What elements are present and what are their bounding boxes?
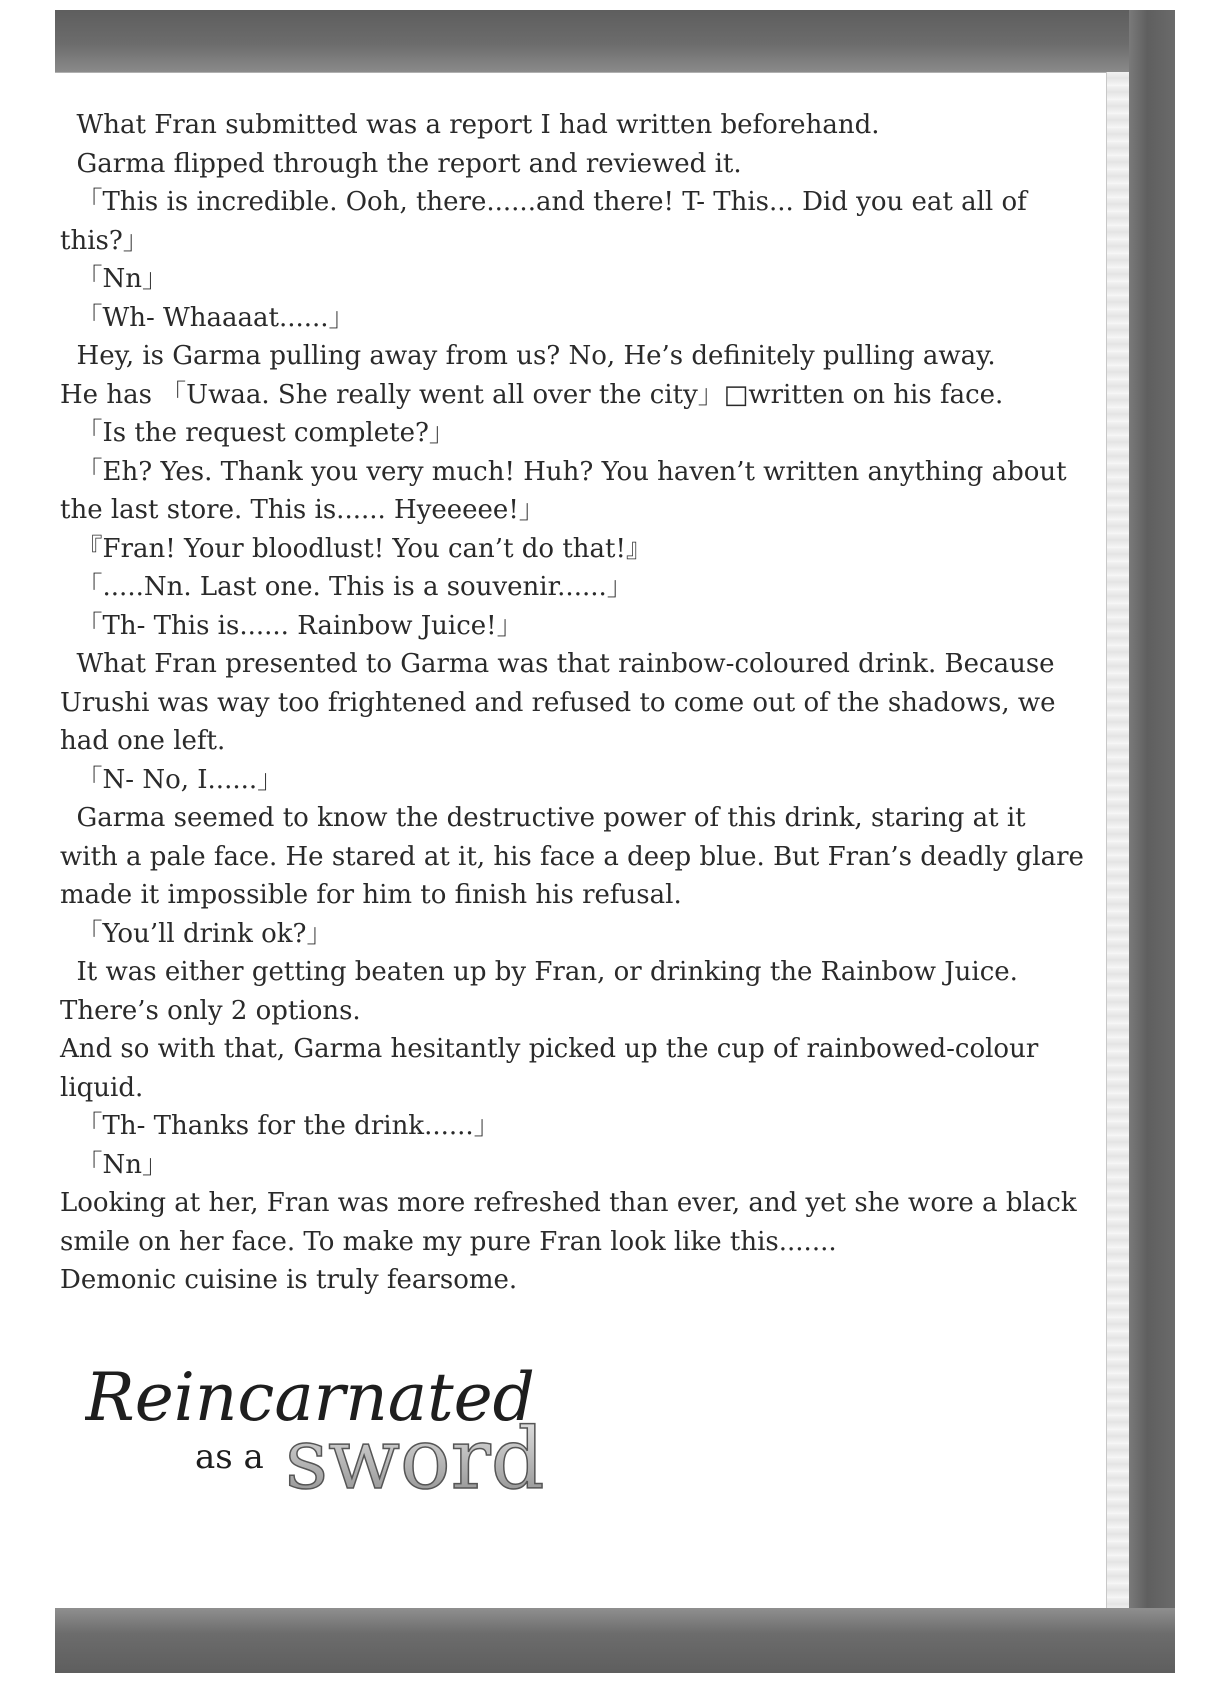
paragraph: 「Eh? Yes. Thank you very much! Huh? You haven’t written anything about the last store. This is...... Hyeeeee!」: [60, 456, 1075, 525]
bottom-border-band: [55, 1608, 1175, 1673]
top-border-band: [55, 10, 1175, 72]
story-text: [60, 106, 1093, 1300]
paragraph: He has 「Uwaa. She really went all over the city」□written on his face.: [60, 379, 1004, 410]
logo-title-line1: Reincarnated: [85, 1359, 535, 1436]
paragraph: And so with that, Garma hesitantly picked up the cup of rainbowed-colour liquid.: [60, 1034, 1047, 1103]
paragraph: Hey, is Garma pulling away from us? No, He’s definitely pulling away.: [60, 341, 996, 371]
paragraph: 「Nn」: [60, 1149, 169, 1180]
paragraph: 「N- No, I......」: [60, 764, 284, 795]
logo-title-small: as a: [195, 1437, 264, 1477]
logo-title-large: sword: [285, 1410, 545, 1500]
paragraph: 「Is the request complete?」: [60, 418, 455, 448]
paragraph: 「Th- This is...... Rainbow Juice!」: [60, 610, 523, 641]
paragraph: 「You’ll drink ok?」: [60, 918, 333, 949]
paragraph: 「Th- Thanks for the drink......」: [60, 1111, 500, 1141]
paragraph: 「This is incredible. Ooh, there......and there! T- This... Did you eat all of this?」: [60, 187, 1036, 256]
right-border-band: [1129, 10, 1175, 1673]
paragraph: Garma seemed to know the destructive power of this drink, staring at it with a pale face. He stared at it, his face a deep blue. But Fran’s deadly glare made it impossible for him to finish his refusal.: [60, 803, 1093, 910]
decorative-side-ornament: [1106, 72, 1129, 1608]
paragraph: Looking at her, Fran was more refreshed than ever, and yet she wore a black smile on her face. To make my pure Fran look like this.......: [60, 1188, 1085, 1257]
paragraph: What Fran submitted was a report I had written beforehand.: [60, 110, 880, 140]
paragraph: 「Wh- Whaaaat......」: [60, 302, 355, 333]
paragraph: What Fran presented to Garma was that rainbow-coloured drink. Because Urushi was way too frightened and refused to come out of the shadows, we had one left.: [60, 649, 1064, 756]
paragraph: It was either getting beaten up by Fran, or drinking the Rainbow Juice. There’s only 2 options.: [60, 957, 1027, 1026]
paragraph: 「Nn」: [60, 264, 169, 294]
paragraph: 『Fran! Your bloodlust! You can’t do that!』: [60, 533, 652, 564]
paragraph: 「.....Nn. Last one. This is a souvenir......」: [60, 572, 633, 602]
series-logo: [85, 1350, 605, 1500]
paragraph: Demonic cuisine is truly fearsome.: [60, 1265, 518, 1295]
paragraph: Garma flipped through the report and reviewed it.: [60, 148, 742, 179]
